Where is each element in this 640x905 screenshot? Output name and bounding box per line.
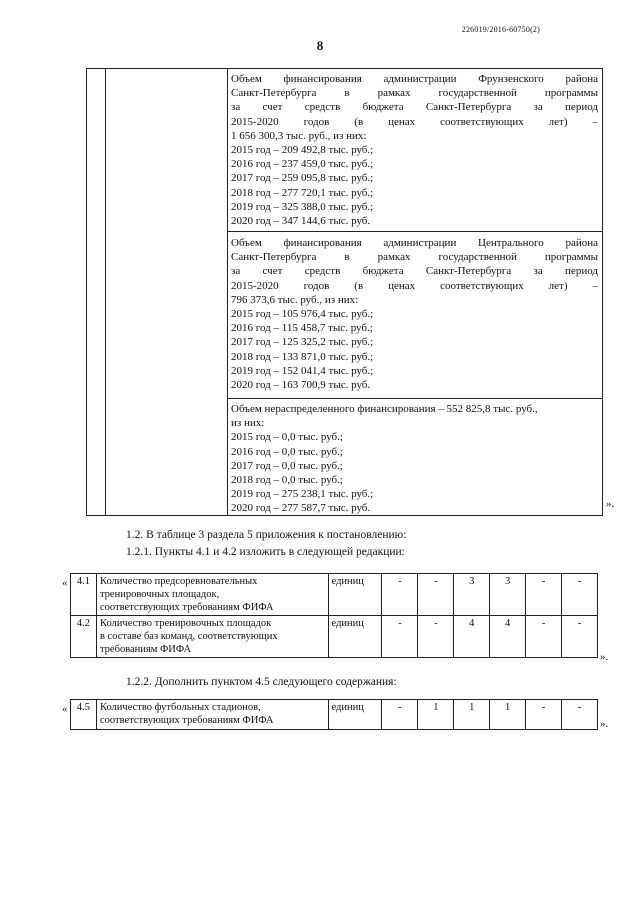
table-row (71, 616, 598, 658)
text-line: Объем нераспределенного финансирования – 552 825,8 тыс. руб., (231, 403, 538, 415)
text-line: Объем финансирования администрации Фрунзенского района (231, 73, 598, 85)
value-cell: 3 (490, 574, 526, 616)
text-line: Количество футбольных стадионов, (99, 702, 261, 713)
financing-block-unallocated (231, 402, 598, 516)
text-line: за счет средств бюджета Санкт-Петербурга за период (231, 101, 598, 114)
value-cell: 1 (490, 700, 526, 730)
table-row (71, 700, 598, 730)
text-line: тренировочных площадок, (99, 589, 220, 600)
item-name (96, 616, 328, 658)
text-line: Санкт-Петербурга в рамках государственной программы (231, 87, 598, 100)
value-cell: - (526, 574, 562, 616)
item-name (96, 574, 328, 616)
value-cell: - (418, 574, 454, 616)
year-line: 2020 год – 347 144,6 тыс. руб. (231, 215, 371, 228)
text-line: Количество тренировочных площадок (99, 618, 272, 629)
value-cell: - (562, 574, 598, 616)
year-line: 2017 год – 259 095,8 тыс. руб.; (231, 172, 374, 185)
year-line: 2016 год – 237 459,0 тыс. руб.; (231, 158, 374, 171)
text-line: Объем финансирования администрации Центрального района (231, 237, 598, 249)
financing-total: 1 656 300,3 тыс. руб., из них: (231, 129, 367, 142)
opening-quote: « (62, 703, 68, 715)
year-line: 2020 год – 163 700,9 тыс. руб. (231, 379, 371, 392)
value-cell: 3 (454, 574, 490, 616)
value-cell: 1 (418, 700, 454, 730)
page-number: 8 (316, 38, 324, 53)
text-line: Количество предсоревновательных (99, 576, 258, 587)
value-cell: - (382, 616, 418, 658)
financing-table (86, 68, 603, 516)
value-cell: - (382, 574, 418, 616)
year-line: 2016 год – 0,0 тыс. руб.; (231, 445, 343, 458)
item-unit: единиц (328, 574, 382, 616)
financing-block-central (231, 236, 598, 392)
text-line: 2015-2020 годов (в ценах соответствующих лет) – (231, 115, 598, 128)
indicators-table-4-5 (70, 699, 598, 730)
item-name (96, 700, 328, 730)
value-cell: 4 (454, 616, 490, 658)
value-cell: - (418, 616, 454, 658)
value-cell: - (382, 700, 418, 730)
text-line: в составе баз команд, соответствующих (99, 631, 278, 642)
text-line: соответствующих требованиям ФИФА (99, 715, 274, 726)
year-line: 2018 год – 277 720,1 тыс. руб.; (231, 186, 374, 199)
financing-block-frunzensky (231, 72, 598, 228)
item-number: 4.1 (71, 574, 97, 616)
item-unit: единиц (328, 700, 382, 730)
row-separator (227, 231, 602, 232)
year-line: 2019 год – 275 238,1 тыс. руб.; (231, 488, 374, 501)
text-line: 2015-2020 годов (в ценах соответствующих лет) – (231, 279, 598, 292)
value-cell: - (562, 616, 598, 658)
closing-quote: ». (606, 498, 615, 510)
item-unit: единиц (328, 616, 382, 658)
year-line: 2015 год – 0,0 тыс. руб.; (231, 431, 343, 444)
closing-quote: ». (600, 718, 609, 730)
paragraph-1-2-2: 1.2.2. Дополнить пунктом 4.5 следующего содержания: (126, 676, 397, 688)
paragraph-1-2: 1.2. В таблице 3 раздела 5 приложения к постановлению: (126, 529, 407, 541)
value-cell: - (526, 700, 562, 730)
value-cell: 1 (454, 700, 490, 730)
document-id: 226019/2016-60750(2) (461, 25, 540, 34)
value-cell: 4 (490, 616, 526, 658)
year-line: 2017 год – 0,0 тыс. руб.; (231, 459, 343, 472)
year-line: 2016 год – 115 458,7 тыс. руб.; (231, 322, 373, 335)
text-line: Санкт-Петербурга в рамках государственной программы (231, 251, 598, 264)
value-cell: - (562, 700, 598, 730)
year-line: 2020 год – 277 587,7 тыс. руб. (231, 502, 371, 515)
year-line: 2018 год – 133 871,0 тыс. руб.; (231, 350, 374, 363)
value-cell: - (526, 616, 562, 658)
item-number: 4.5 (71, 700, 97, 730)
row-separator (227, 398, 602, 399)
paragraph-1-2-1: 1.2.1. Пункты 4.1 и 4.2 изложить в следующей редакции: (126, 546, 405, 558)
financing-total: 796 373,6 тыс. руб., из них: (231, 293, 359, 306)
text-line: соответствующих требованиям ФИФА (99, 602, 274, 613)
text-line: требованиям ФИФА (99, 644, 192, 655)
year-line: 2015 год – 105 976,4 тыс. руб.; (231, 308, 374, 321)
indicators-table-4-1-4-2 (70, 573, 598, 658)
financing-total: из них: (231, 417, 265, 430)
table-column-line (227, 69, 228, 515)
table-column-line (105, 69, 106, 515)
item-number: 4.2 (71, 616, 97, 658)
year-line: 2015 год – 209 492,8 тыс. руб.; (231, 144, 374, 157)
table-row (71, 574, 598, 616)
opening-quote: « (62, 577, 68, 589)
year-line: 2017 год – 125 325,2 тыс. руб.; (231, 336, 374, 349)
year-line: 2019 год – 325 388,0 тыс. руб.; (231, 200, 374, 213)
text-line: за счет средств бюджета Санкт-Петербурга за период (231, 265, 598, 278)
year-line: 2019 год – 152 041,4 тыс. руб.; (231, 364, 374, 377)
closing-quote: ». (600, 651, 609, 663)
year-line: 2018 год – 0,0 тыс. руб.; (231, 474, 343, 487)
